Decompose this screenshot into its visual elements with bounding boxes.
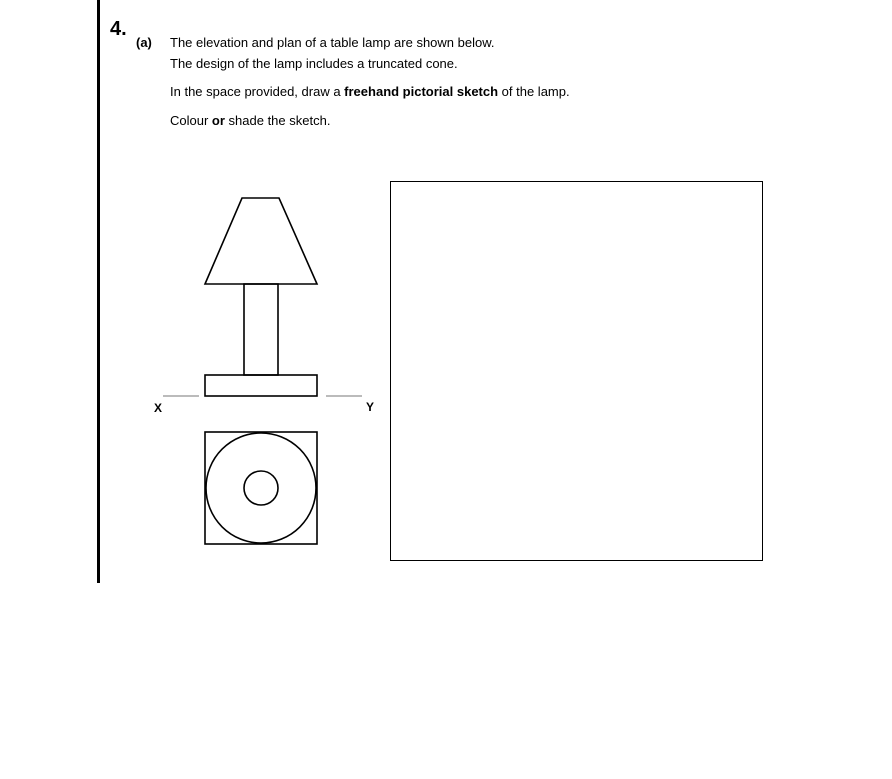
lamp-shade-elevation <box>205 198 317 284</box>
instruction-text: In the space provided, draw a <box>170 84 345 99</box>
instruction-line-1: The elevation and plan of a table lamp are shown below. <box>170 35 495 50</box>
sketch-answer-box[interactable] <box>390 181 763 561</box>
label-y: Y <box>366 400 375 414</box>
instruction-line-4 <box>170 113 330 129</box>
instruction-text: shade the sketch. <box>224 113 331 128</box>
instruction-text: of the lamp. <box>498 84 570 99</box>
question-number: 4. <box>110 18 127 40</box>
instruction-line-3 <box>170 84 570 100</box>
instruction-emphasis: freehand pictorial sketch <box>344 84 499 99</box>
instruction-text: Colour <box>170 113 212 128</box>
lamp-stem-plan-circle <box>244 471 278 505</box>
lamp-stem-elevation <box>244 284 278 375</box>
label-x: X <box>154 401 163 415</box>
margin-rule <box>97 0 100 583</box>
lamp-shade-plan-circle <box>206 433 316 543</box>
lamp-orthographic-drawing <box>140 180 390 560</box>
lamp-base-elevation <box>205 375 317 396</box>
instruction-line-2: The design of the lamp includes a truncated cone. <box>170 56 458 71</box>
instruction-emphasis: or <box>211 113 225 128</box>
part-label: (a) <box>136 35 152 50</box>
